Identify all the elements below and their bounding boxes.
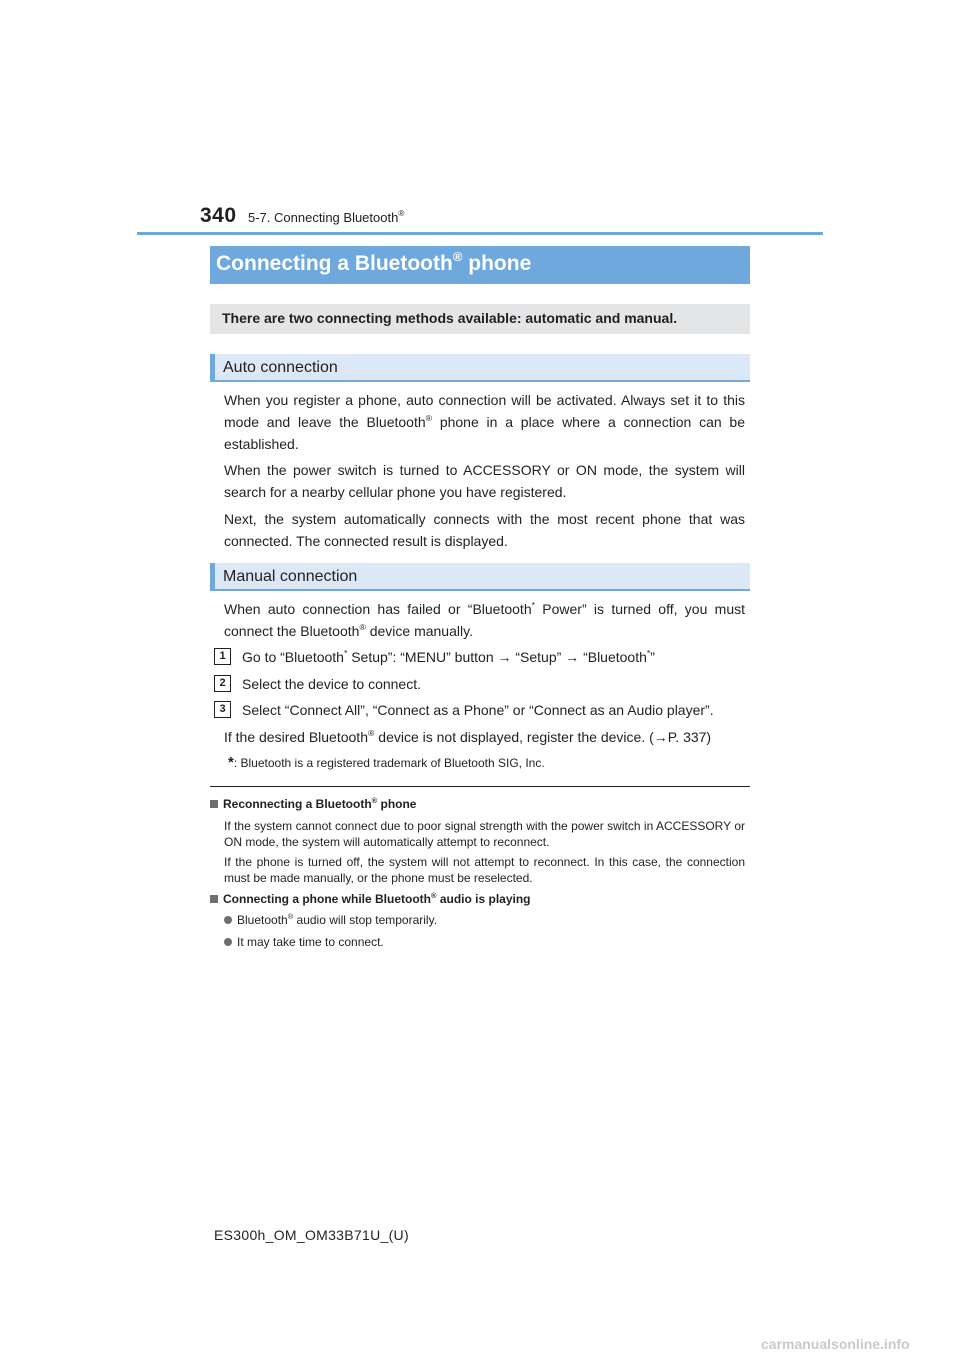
step-text: Select the device to connect.	[242, 676, 421, 692]
manual-paragraph-1: When auto connection has failed or “Bluetooth* Power” is turned off, you must connect the Bluetooth® device manually.	[224, 599, 745, 639]
footnote: *: Bluetooth is a registered trademark of Bluetooth SIG, Inc.	[228, 754, 545, 771]
note-rule	[210, 786, 750, 787]
auto-paragraph-3: Next, the system automatically connects with the most recent phone that was connected. The connected result is displayed.	[224, 511, 745, 549]
step-text: Go to “Bluetooth* Setup”: “MENU” button → “Setup” → “Bluetooth*”	[242, 647, 655, 665]
footer-code: ES300h_OM_OM33B71U_(U)	[214, 1227, 409, 1243]
step-number: 1	[214, 648, 231, 665]
note-heading-reconnecting: Reconnecting a Bluetooth® phone	[210, 797, 416, 811]
step-number: 3	[214, 701, 231, 718]
auto-connection-heading: Auto connection	[210, 354, 750, 382]
round-bullet-icon	[224, 916, 232, 924]
square-bullet-icon	[210, 895, 218, 903]
manual-connection-heading: Manual connection	[210, 563, 750, 591]
auto-paragraph-2: When the power switch is turned to ACCESSORY or ON mode, the system will search for a nearby cellular phone you have registered.	[224, 462, 745, 500]
section-label: 5-7. Connecting Bluetooth®	[248, 209, 405, 225]
page-number: 340	[200, 204, 237, 227]
page-title: Connecting a Bluetooth® phone	[210, 246, 750, 284]
watermark: carmanualsonline.info	[761, 1336, 910, 1352]
note-text-1: If the system cannot connect due to poor signal strength with the power switch in ACCESSORY or ON mode, the system will automatically attempt to reconnect.	[224, 819, 745, 849]
auto-paragraph-1: When you register a phone, auto connection will be activated. Always set it to this mode and leave the Bluetooth® phone in a place where a connection can be established.	[224, 392, 746, 452]
square-bullet-icon	[210, 800, 218, 808]
note-text-2: If the phone is turned off, the system will not attempt to reconnect. In this case, the connection must be made manually, or the phone must be reselected.	[224, 855, 745, 885]
round-bullet-icon	[224, 938, 232, 946]
intro-box: There are two connecting methods available: automatic and manual.	[210, 304, 750, 334]
step-text: Select “Connect All”, “Connect as a Phone” or “Connect as an Audio player”.	[242, 702, 714, 718]
note-heading-audio: Connecting a phone while Bluetooth® audio is playing	[210, 892, 531, 906]
header-rule	[137, 232, 823, 235]
bullet-item-1: Bluetooth® audio will stop temporarily.	[224, 913, 437, 927]
manual-after-steps: If the desired Bluetooth® device is not displayed, register the device. (→P. 337)	[224, 727, 712, 745]
bullet-item-2: It may take time to connect.	[224, 935, 384, 949]
step-number: 2	[214, 675, 231, 692]
